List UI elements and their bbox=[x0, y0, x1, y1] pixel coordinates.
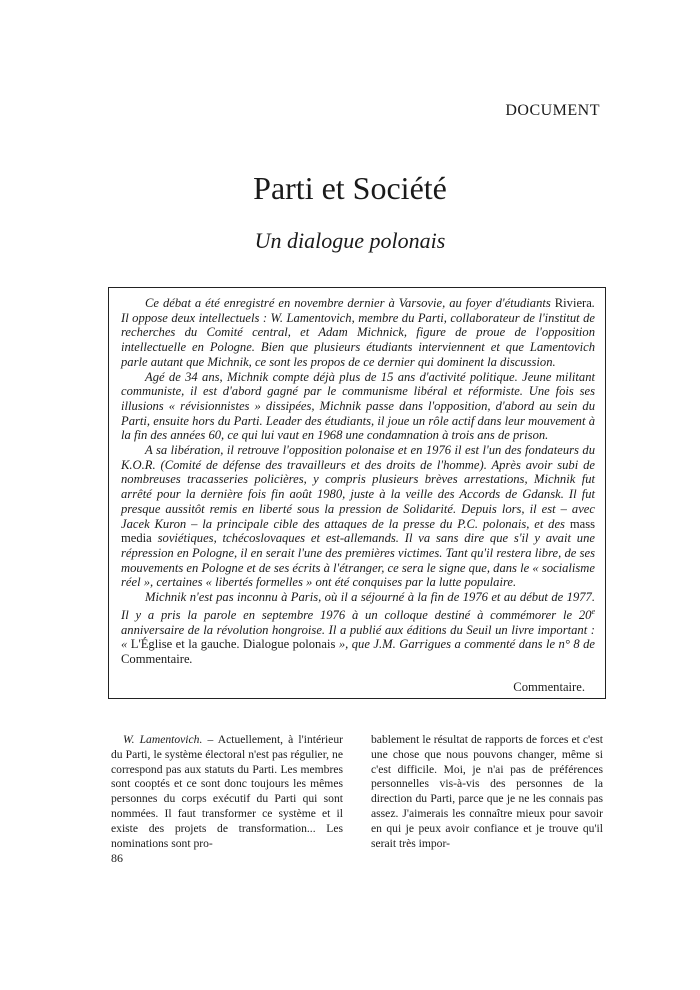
article-title: Parti et Société bbox=[253, 170, 447, 206]
section-label: DOCUMENT bbox=[505, 102, 600, 119]
speaker-name: W. Lamentovich. bbox=[123, 733, 203, 746]
intro-paragraph-4: Michnik n'est pas inconnu à Paris, où il a séjourné à la fin de 1976 et au début de 1977. Il y a pris la parole en septembre 1976 à un colloque destiné à commémorer le 20e anniversaire de la révolution hongroise. Il a publié aux éditions du Seuil un livre important : « L'Église et la gauche. Dialogue polonais », que J.M. Garrigues a commenté dans le n° 8 de Commentaire. bbox=[121, 590, 595, 667]
introduction-box bbox=[108, 287, 606, 699]
body-column-right: bablement le résultat de rapports de forces et c'est une chose que nous pouvons changer, même si c'est difficile. Moi, je n'ai pas de préférences personnelles vis-à-vis des personnes de la direction du Parti, parce que je ne les connais pas assez. J'aimerais les connaître mieux pour savoir en qui je peux avoir confiance et je trouve qu'il serait très impor- bbox=[371, 733, 603, 850]
page-number: 86 bbox=[111, 851, 123, 865]
intro-paragraph-3: A sa libération, il retrouve l'opposition polonaise et en 1976 il est l'un des fondateurs du K.O.R. (Comité de défense des travailleurs et des droits de l'homme). Après avoir subi de nombreuses tracasseries policières, y compris plusieurs brèves arrestations, Michnik fut arrêté pour la dernière fois fin août 1980, juste à la veille des Accords de Gdansk. Il fut presque aussitôt remis en liberté sous la pression de Solidarité. Depuis lors, il est – avec Jacek Kuron – la principale cible des attaques de la presse du P.C. polonais, et des mass media soviétiques, tchécoslovaques et est-allemands. Il va sans dire que s'il y avait une répression en Pologne, il en serait l'une des premières victimes. Tant qu'il restera libre, de ses mouvements en Pologne et de ses écrits à l'étranger, ce sera le signe que, dans le « socialisme réel », certaines « libertés formelles » ont été conquises par la lutte populaire. bbox=[121, 443, 595, 590]
intro-paragraph-2: Agé de 34 ans, Michnik compte déjà plus de 15 ans d'activité politique. Jeune militant communiste, il est d'abord gagné par le communisme libéral et réformiste. Une fois ses illusions « révisionnistes » dissipées, Michnik passe dans l'opposition, d'abord au sein du Parti, ensuite hors du Parti. Leader des étudiants, il joue un rôle actif dans leur mouvement à la fin des années 60, ce qui lui vaut en 1968 une condamnation à trois ans de prison. bbox=[121, 369, 595, 443]
intro-signature: Commentaire. bbox=[513, 680, 585, 694]
body-text-left: – Actuellement, à l'intérieur du Parti, le système électoral n'est pas régulier, ne correspond pas aux statuts du Parti. Les membres sont cooptés et ce sont donc toujours les mêmes personnes du corps exécutif du Parti qui sont nommées. Il faut transformer ce système et il existe des projets de transformation... Les nominations sont pro- bbox=[111, 733, 343, 850]
body-column-left bbox=[111, 733, 343, 851]
article-subtitle: Un dialogue polonais bbox=[254, 228, 446, 253]
intro-paragraph-1: Ce débat a été enregistré en novembre dernier à Varsovie, au foyer d'étudiants Riviera. Il oppose deux intellectuels : W. Lamentovich, membre du Parti, collaborateur de l'institut de recherches du Comité central, et Adam Michnick, figure de proue de l'opposition intellectuelle en Pologne. Bien que plusieurs étudiants interviennent et que Lamentovich parle autant que Michnik, ce sont les propos de ce dernier qui dominent la discussion. bbox=[121, 296, 595, 369]
